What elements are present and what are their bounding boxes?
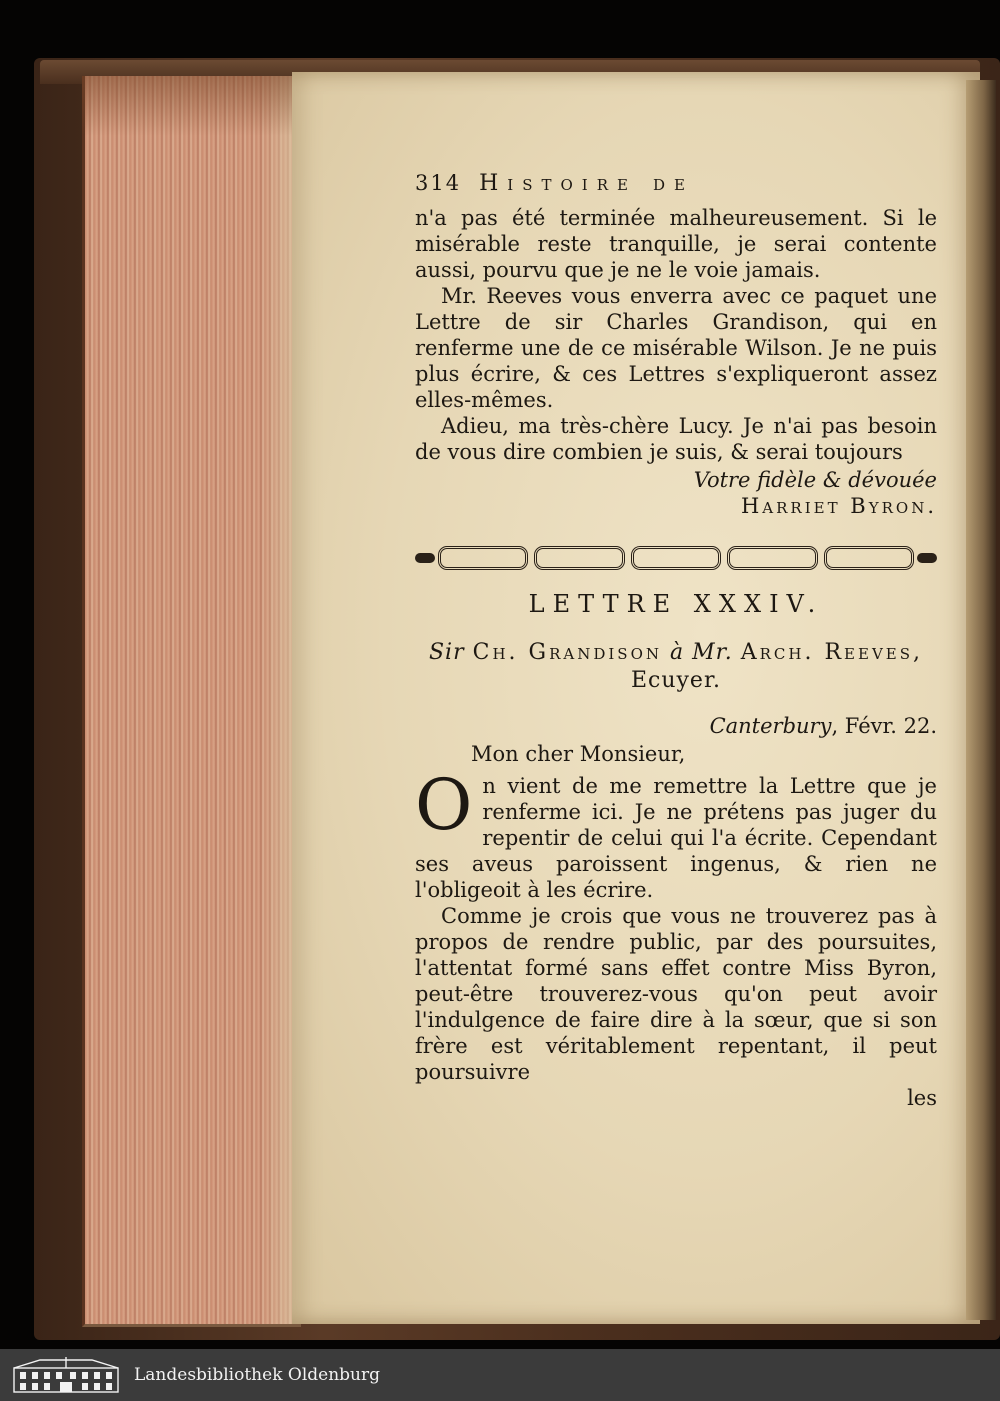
addressee-sir: Sir (428, 640, 465, 665)
date-place: Canterbury (709, 714, 832, 738)
addressee-a: à (670, 640, 685, 665)
dateline (415, 713, 937, 739)
letter-addressee (415, 639, 937, 695)
letter-body (415, 764, 937, 1085)
ornament-piece (727, 546, 817, 570)
date-rest: , Févr. 22. (831, 714, 937, 738)
catchword: les (907, 1086, 937, 1110)
page-gutter (966, 80, 996, 1320)
ornament-end-left (415, 553, 435, 563)
ornament-piece (534, 546, 624, 570)
running-title: Histoire de (479, 171, 694, 196)
paragraph-1: n'a pas été terminée malheureusement. Si le misérable reste tranquille, je serai contente aussi, pourvu que je ne le voie jamais. (415, 206, 937, 282)
ornament-end-right (917, 553, 937, 563)
addressee-mr: Mr. (692, 640, 733, 665)
ornamental-divider (415, 545, 937, 571)
ornament-piece (824, 546, 914, 570)
addressee-from: Ch. Grandison (472, 640, 662, 665)
letter-paragraph-2: Comme je crois que vous ne trouverez pas à propos de rendre public, par des poursuites, l'attentat formé sans effet contre Miss Byron, peut-être trouverez-vous qu'on peut avoir l'indulgence de faire dire à la sœur, que si son frère est véritablement repentant, il peut poursuivre (415, 904, 937, 1084)
footer-bar (0, 1349, 1000, 1401)
signature-closing: Votre fidèle & dévouée (693, 468, 937, 492)
running-head (415, 170, 937, 197)
paragraph-3: Adieu, ma très-chère Lucy. Je n'ai pas besoin de vous dire combien je suis, & serai toujours (415, 414, 937, 464)
paragraph-2: Mr. Reeves vous enverra avec ce paquet une Lettre de sir Charles Grandison, qui en renferme une de ce misérable Wilson. Je ne puis plus écrire, & ces Lettres s'expliqueront assez elles-mêmes. (415, 284, 937, 412)
addressee-title: Ecuyer. (630, 668, 722, 693)
page-number: 314 (415, 171, 462, 195)
edge-shadow (82, 76, 298, 136)
page-text (415, 170, 937, 1111)
signature-name: Harriet Byron. (740, 494, 937, 518)
ornament-piece (631, 546, 721, 570)
page-fore-edge (82, 76, 301, 1327)
library-building-icon (10, 1356, 122, 1394)
salutation: Mon cher Monsieur, (471, 742, 686, 766)
drop-cap: O (415, 764, 473, 846)
letter-heading: LETTRE XXXIV. (528, 590, 824, 618)
institution-name: Landesbibliothek Oldenburg (134, 1365, 381, 1385)
addressee-to: Arch. Reeves, (740, 640, 923, 665)
ornament-piece (438, 546, 528, 570)
letter-paragraph-1: n vient de me remettre la Lettre que je renferme ici. Je ne prétens pas juger du repentir de celui qui l'a écrite. Cependant ses aveus paroissent ingenus, & rien ne l'obligeoit à les écrire. (415, 774, 937, 902)
